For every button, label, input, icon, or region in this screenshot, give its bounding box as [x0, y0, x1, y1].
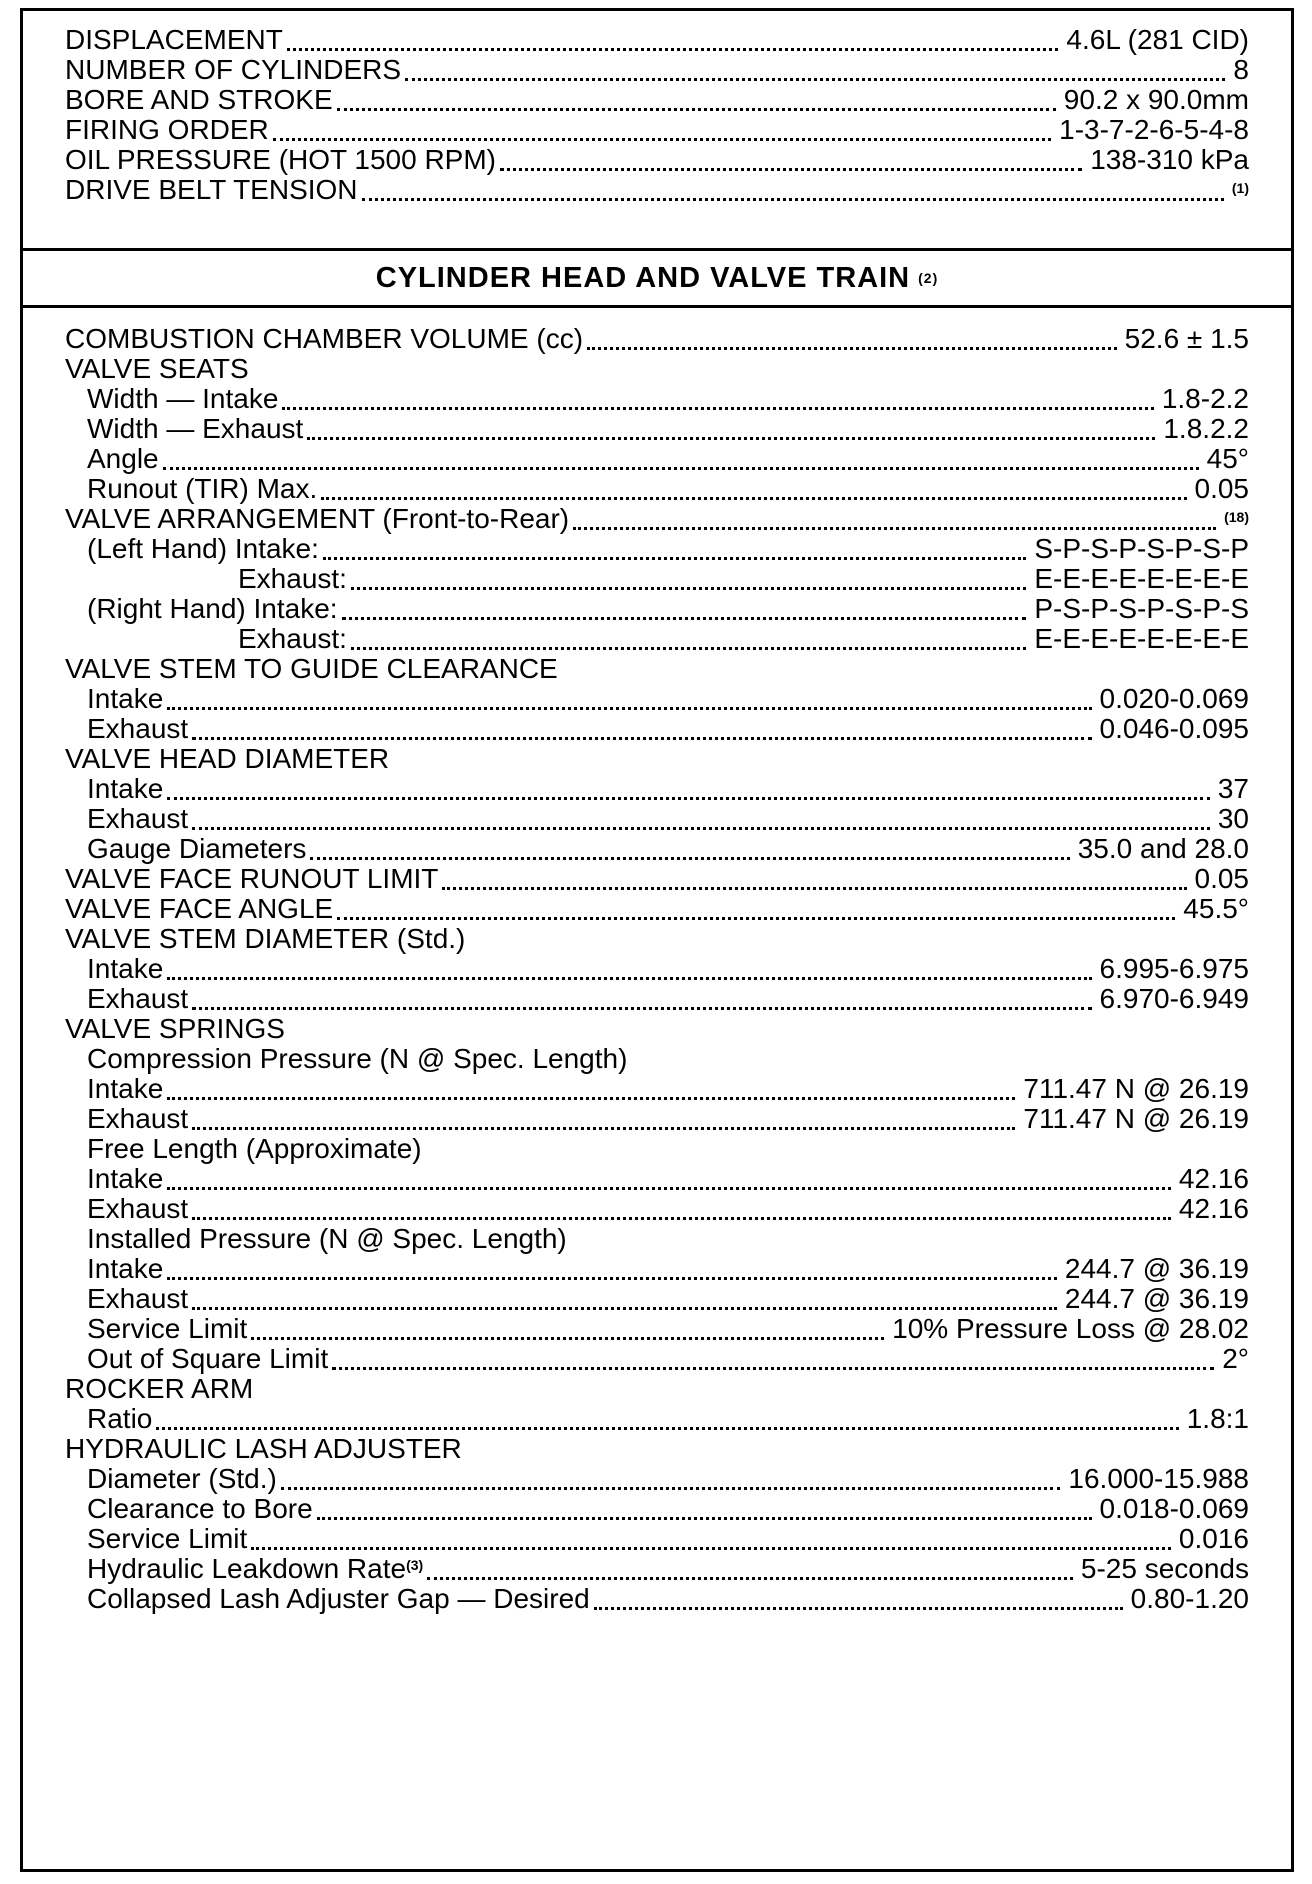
spec-label: DRIVE BELT TENSION	[65, 174, 358, 205]
spec-value: 5-25 seconds	[1080, 1553, 1249, 1584]
spec-value: 1.8-2.2	[1161, 383, 1249, 414]
spec-value: 244.7 @ 36.19	[1064, 1253, 1249, 1284]
spec-label: Width — Exhaust	[87, 413, 304, 444]
spec-label: Service Limit	[87, 1523, 248, 1554]
spec-row-drive-belt	[23, 169, 1291, 205]
spec-value: 52.6 ± 1.5	[1124, 323, 1249, 354]
spec-value: 711.47 N @ 26.19	[1023, 1073, 1249, 1104]
footnote-ref: (3)	[406, 1557, 424, 1573]
spec-label: Compression Pressure (N @ Spec. Length)	[87, 1043, 628, 1074]
spec-value: 16.000-15.988	[1068, 1463, 1249, 1494]
spec-value: 0.046-0.095	[1099, 713, 1249, 744]
spec-value: 0.80-1.20	[1130, 1583, 1249, 1614]
spec-label: VALVE SEATS	[65, 353, 249, 384]
spec-value: 30	[1217, 803, 1249, 834]
spec-label: Intake	[87, 1253, 164, 1284]
section-header	[20, 248, 1294, 308]
spec-value: 138-310 kPa	[1090, 144, 1249, 175]
spec-label: VALVE STEM DIAMETER (Std.)	[65, 923, 466, 954]
spec-label: Gauge Diameters	[87, 833, 307, 864]
general-specs-box	[20, 8, 1294, 248]
spec-label: Installed Pressure (N @ Spec. Length)	[87, 1223, 567, 1254]
spec-label: DISPLACEMENT	[65, 24, 283, 55]
spec-label: VALVE ARRANGEMENT (Front-to-Rear)	[65, 503, 570, 534]
spec-label: FIRING ORDER	[65, 114, 269, 145]
spec-label: VALVE HEAD DIAMETER	[65, 743, 390, 774]
spec-label: VALVE FACE ANGLE	[65, 893, 334, 924]
spec-label: Angle	[87, 443, 159, 474]
spec-value: 244.7 @ 36.19	[1064, 1283, 1249, 1314]
spec-label: Out of Square Limit	[87, 1343, 329, 1374]
spec-value: 0.05	[1194, 473, 1249, 504]
spec-label: VALVE SPRINGS	[65, 1013, 285, 1044]
spec-value: P-S-P-S-P-S-P-S	[1034, 593, 1249, 624]
spec-value: 6.970-6.949	[1099, 983, 1249, 1014]
spec-label: Service Limit	[87, 1313, 248, 1344]
spec-label: Intake	[87, 773, 164, 804]
spec-value: 1.8.2.2	[1163, 413, 1249, 444]
spec-label: Intake	[87, 1163, 164, 1194]
spec-label: Intake	[87, 683, 164, 714]
spec-label: Exhaust	[87, 803, 189, 834]
spec-label: VALVE FACE RUNOUT LIMIT	[65, 863, 439, 894]
spec-label: ROCKER ARM	[65, 1373, 254, 1404]
spec-label: Diameter (Std.)	[87, 1463, 277, 1494]
cylinder-head-specs-box	[20, 305, 1294, 1872]
spec-value: 0.05	[1194, 863, 1249, 894]
spec-label: BORE AND STROKE	[65, 84, 333, 115]
spec-label: Exhaust	[87, 1283, 189, 1314]
spec-label: Exhaust:	[238, 563, 347, 594]
spec-value: 1-3-7-2-6-5-4-8	[1059, 114, 1249, 145]
spec-label: Exhaust	[87, 1103, 189, 1134]
spec-value: 0.018-0.069	[1099, 1493, 1249, 1524]
spec-label: Runout (TIR) Max.	[87, 473, 318, 504]
spec-value: E-E-E-E-E-E-E-E	[1034, 623, 1249, 654]
spec-value: S-P-S-P-S-P-S-P	[1034, 533, 1249, 564]
spec-label: Intake	[87, 1073, 164, 1104]
footnote-ref: (1)	[1231, 180, 1249, 196]
spec-label: Intake	[87, 953, 164, 984]
spec-label: Exhaust	[87, 983, 189, 1014]
spec-value: 0.016	[1178, 1523, 1249, 1554]
spec-label: Exhaust:	[238, 623, 347, 654]
spec-label: Exhaust	[87, 1193, 189, 1224]
spec-row	[23, 1578, 1291, 1614]
spec-value: 45°	[1206, 443, 1249, 474]
spec-label: Ratio	[87, 1403, 153, 1434]
spec-label: COMBUSTION CHAMBER VOLUME (cc)	[65, 323, 584, 354]
spec-value: 42.16	[1178, 1163, 1249, 1194]
spec-value: 90.2 x 90.0mm	[1063, 84, 1249, 115]
spec-value: 1.8:1	[1186, 1403, 1249, 1434]
dot-leader	[594, 1597, 1123, 1610]
spec-label: Collapsed Lash Adjuster Gap — Desired	[87, 1583, 590, 1614]
spec-label: VALVE STEM TO GUIDE CLEARANCE	[65, 653, 558, 684]
spec-label: Width — Intake	[87, 383, 279, 414]
spec-value: 45.5°	[1183, 893, 1249, 924]
spec-value: 0.020-0.069	[1099, 683, 1249, 714]
spec-value: 35.0 and 28.0	[1077, 833, 1249, 864]
spec-value: 42.16	[1178, 1193, 1249, 1224]
spec-label: HYDRAULIC LASH ADJUSTER	[65, 1433, 462, 1464]
spec-label: (Right Hand) Intake:	[87, 593, 338, 624]
spec-label: Hydraulic Leakdown Rate	[87, 1553, 407, 1584]
footnote-ref: (18)	[1224, 509, 1249, 525]
spec-value: 2°	[1222, 1343, 1249, 1374]
dot-leader	[362, 188, 1224, 201]
spec-value: E-E-E-E-E-E-E-E	[1034, 563, 1249, 594]
spec-label: Clearance to Bore	[87, 1493, 313, 1524]
spec-label: Exhaust	[87, 713, 189, 744]
spec-label: (Left Hand) Intake:	[87, 533, 319, 564]
section-title: CYLINDER HEAD AND VALVE TRAIN (2)	[375, 261, 939, 294]
spec-value: 37	[1217, 773, 1249, 804]
spec-value: 8	[1233, 54, 1249, 85]
section-title-text: CYLINDER HEAD AND VALVE TRAIN	[375, 261, 911, 294]
spec-value: 4.6L (281 CID)	[1066, 24, 1249, 55]
spec-label: NUMBER OF CYLINDERS	[65, 54, 402, 85]
spec-label: Free Length (Approximate)	[87, 1133, 422, 1164]
spec-label: OIL PRESSURE (HOT 1500 RPM)	[65, 144, 497, 175]
spec-value: 6.995-6.975	[1099, 953, 1249, 984]
spec-value: 10% Pressure Loss @ 28.02	[892, 1313, 1249, 1344]
spec-value: 711.47 N @ 26.19	[1023, 1103, 1249, 1134]
